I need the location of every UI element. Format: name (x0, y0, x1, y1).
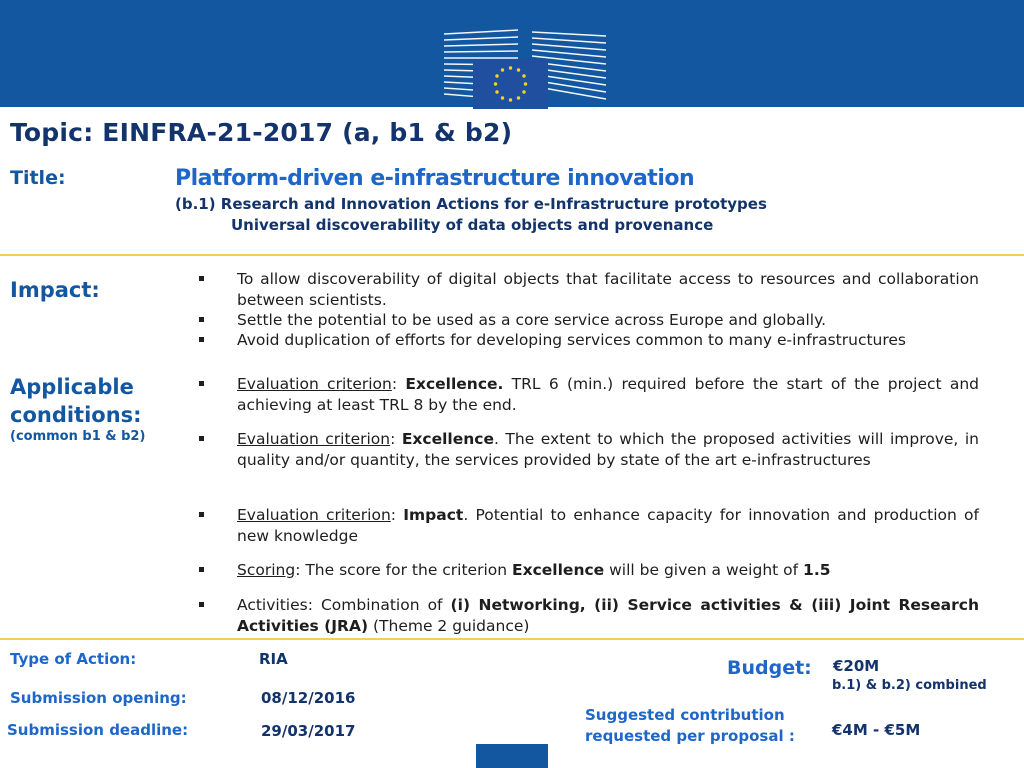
bullet-icon (199, 602, 204, 607)
bullet-icon (199, 512, 204, 517)
contribution-label-line1: Suggested contribution (585, 706, 785, 724)
condition-item: Evaluation criterion: Excellence. TRL 6 (min.) required before the start of the project and achieving at least TRL 8 by the end. (199, 374, 979, 415)
bullet-icon (199, 276, 204, 281)
submission-deadline-label: Submission deadline: (7, 721, 189, 739)
eu-flag-tab (476, 744, 548, 768)
type-of-action-label: Type of Action: (10, 650, 137, 668)
condition-item: Evaluation criterion: Impact. Potential to enhance capacity for innovation and production of new knowledge (199, 505, 979, 546)
evaluation-criterion-link[interactable]: Evaluation criterion (237, 430, 391, 448)
type-of-action-value: RIA (259, 650, 288, 668)
evaluation-criterion-link[interactable]: Evaluation criterion (237, 506, 391, 524)
divider-top (0, 254, 1024, 256)
subtitle-discoverability: Universal discoverability of data objects and provenance (231, 216, 714, 234)
title-label: Title: (10, 167, 66, 189)
submission-opening-label: Submission opening: (10, 689, 187, 707)
contribution-value: €4M - €5M (832, 721, 921, 739)
applicable-conditions-sublabel: (common b1 & b2) (10, 429, 146, 444)
bullet-icon (199, 567, 204, 572)
bullet-icon (199, 337, 204, 342)
budget-note: b.1) & b.2) combined (832, 678, 987, 693)
budget-label: Budget: (727, 657, 812, 679)
applicable-conditions-label: Applicable conditions: (10, 375, 142, 427)
submission-deadline-value: 29/03/2017 (261, 722, 356, 740)
submission-opening-value: 08/12/2016 (261, 689, 356, 707)
impact-item: To allow discoverability of digital objects that facilitate access to resources and collaboration between scientists. (199, 269, 979, 310)
condition-item: Evaluation criterion: Excellence. The extent to which the proposed activities will improve, in quality and/or quantity, the services provided by state of the art e-infrastructures (199, 429, 979, 470)
european-commission-logo (440, 26, 610, 112)
impact-item: Settle the potential to be used as a core service across Europe and globally. (199, 310, 979, 331)
scoring-link[interactable]: Scoring (237, 561, 296, 579)
bullet-icon (199, 317, 204, 322)
condition-item: Scoring: The score for the criterion Excellence will be given a weight of 1.5 (199, 560, 979, 581)
subtitle-b1: (b.1) Research and Innovation Actions for e-Infrastructure prototypes (175, 195, 767, 213)
condition-item: Activities: Combination of (i) Networking, (ii) Service activities & (iii) Joint Research Activities (JRA) (Theme 2 guidance) (199, 595, 979, 636)
contribution-label-line2: requested per proposal : (585, 727, 795, 745)
bullet-icon (199, 381, 204, 386)
topic-heading: Topic: EINFRA-21-2017 (a, b1 & b2) (10, 118, 513, 147)
bullet-icon (199, 436, 204, 441)
main-title: Platform-driven e-infrastructure innovation (175, 166, 695, 191)
impact-item: Avoid duplication of efforts for developing services common to many e-infrastructures (199, 330, 979, 351)
impact-label: Impact: (10, 278, 100, 302)
evaluation-criterion-link[interactable]: Evaluation criterion (237, 375, 392, 393)
divider-bottom (0, 638, 1024, 640)
budget-value: €20M (833, 657, 880, 675)
